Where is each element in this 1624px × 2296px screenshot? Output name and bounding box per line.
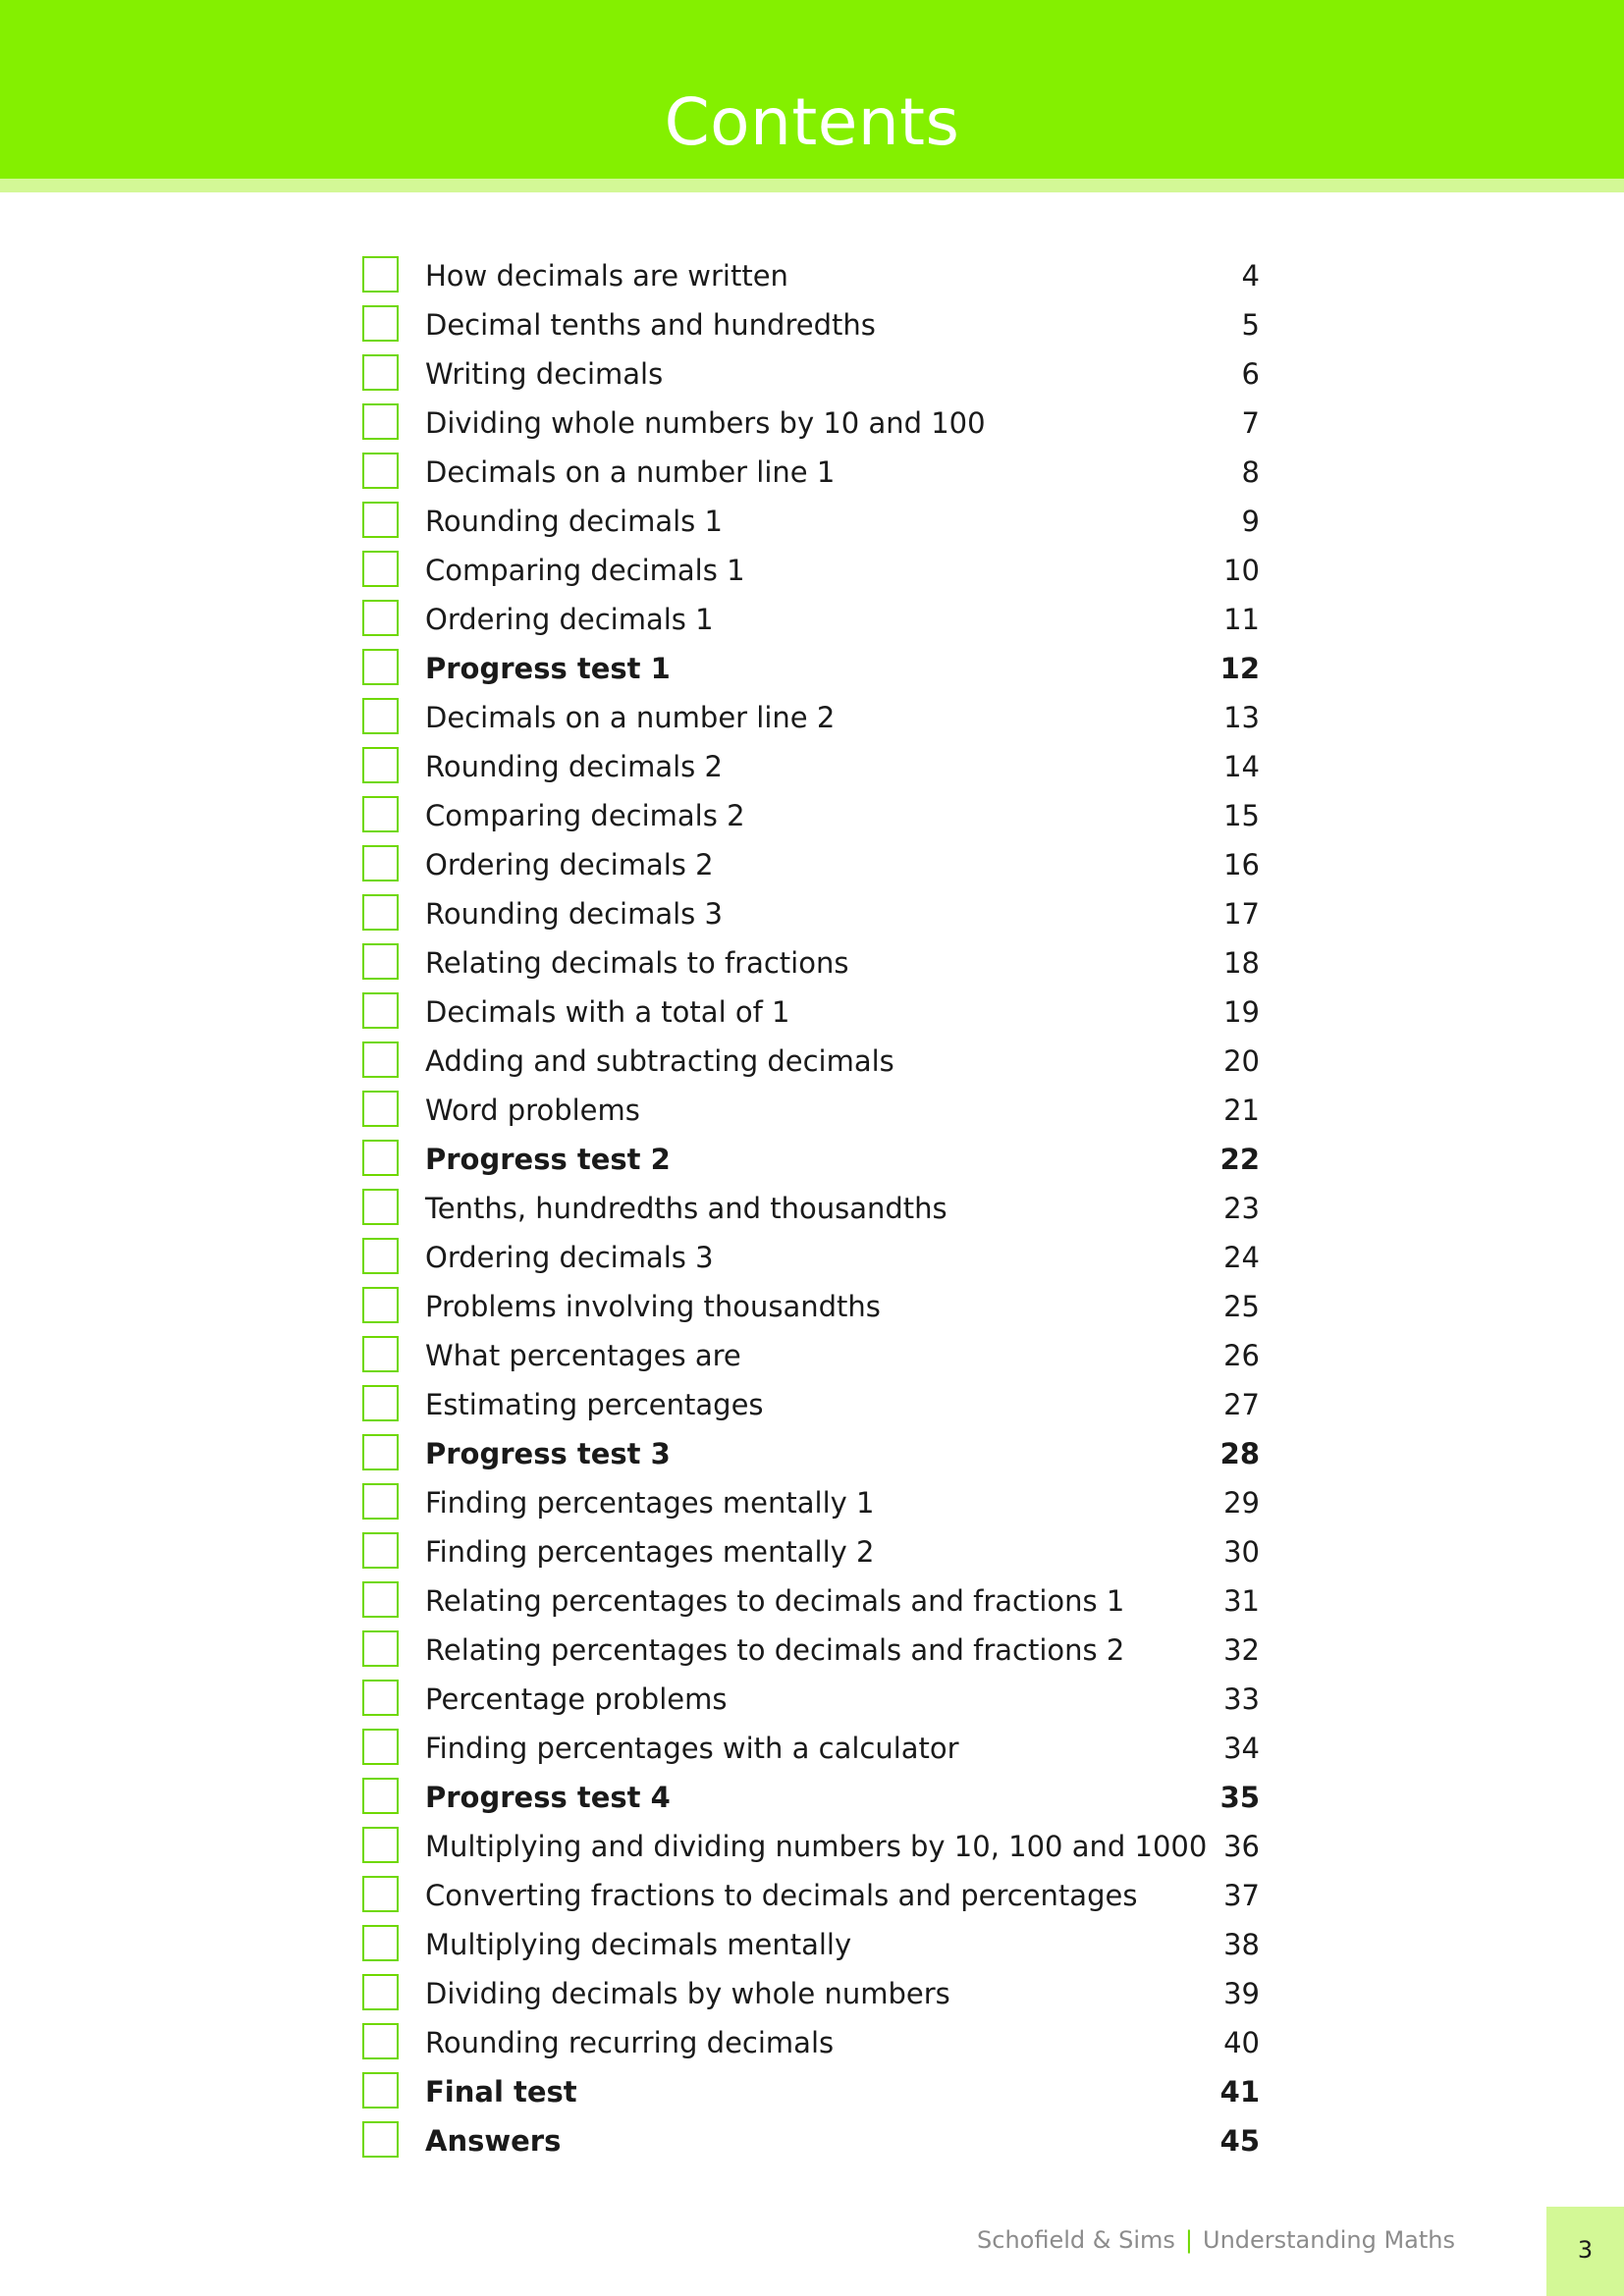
contents-entry-34 xyxy=(362,1871,1260,1920)
entry-title: Relating percentages to decimals and fractions 2 xyxy=(425,1633,1125,1667)
entry-title: Rounding decimals 3 xyxy=(425,897,723,931)
contents-entry-13 xyxy=(362,840,1260,889)
progress-checkbox[interactable] xyxy=(362,1336,399,1372)
contents-entry-9 xyxy=(362,644,1260,693)
entry-page-number: 40 xyxy=(1223,2026,1260,2059)
contents-entry-32 xyxy=(362,1773,1260,1822)
contents-entry-12 xyxy=(362,791,1260,840)
entry-page-number: 36 xyxy=(1223,1830,1260,1863)
entry-page-number: 21 xyxy=(1223,1094,1260,1127)
entry-title: Dividing decimals by whole numbers xyxy=(425,1977,950,2010)
progress-checkbox[interactable] xyxy=(362,943,399,980)
entry-title: Progress test 2 xyxy=(425,1143,671,1176)
entry-page-number: 37 xyxy=(1223,1879,1260,1912)
contents-entry-20 xyxy=(362,1184,1260,1233)
progress-checkbox[interactable] xyxy=(362,1483,399,1520)
entry-title: Answers xyxy=(425,2124,562,2158)
entry-title: Decimals with a total of 1 xyxy=(425,995,790,1029)
entry-page-number: 41 xyxy=(1219,2075,1260,2109)
entry-title: What percentages are xyxy=(425,1339,741,1372)
contents-entry-5 xyxy=(362,448,1260,497)
entry-page-number: 25 xyxy=(1223,1290,1260,1323)
contents-entry-8 xyxy=(362,595,1260,644)
entry-page-number: 28 xyxy=(1219,1437,1260,1470)
entry-page-number: 39 xyxy=(1223,1977,1260,2010)
entry-title: Progress test 1 xyxy=(425,652,671,685)
entry-page-number: 27 xyxy=(1223,1388,1260,1421)
page-number-tab xyxy=(1546,2207,1624,2296)
contents-entry-4 xyxy=(362,399,1260,448)
entry-title: Tenths, hundredths and thousandths xyxy=(425,1192,947,1225)
progress-checkbox[interactable] xyxy=(362,1238,399,1274)
entry-page-number: 16 xyxy=(1223,848,1260,881)
contents-entry-28 xyxy=(362,1576,1260,1626)
progress-checkbox[interactable] xyxy=(362,1581,399,1618)
contents-entry-26 xyxy=(362,1478,1260,1527)
entry-page-number: 32 xyxy=(1223,1633,1260,1667)
contents-entry-36 xyxy=(362,1969,1260,2018)
entry-page-number: 18 xyxy=(1223,946,1260,980)
progress-checkbox[interactable] xyxy=(362,1287,399,1323)
entry-title: Problems involving thousandths xyxy=(425,1290,881,1323)
progress-checkbox[interactable] xyxy=(362,305,399,342)
contents-entry-38 xyxy=(362,2067,1260,2116)
entry-title: Finding percentages mentally 2 xyxy=(425,1535,875,1569)
progress-checkbox[interactable] xyxy=(362,453,399,489)
contents-entry-7 xyxy=(362,546,1260,595)
progress-checkbox[interactable] xyxy=(362,1778,399,1814)
entry-page-number: 20 xyxy=(1223,1044,1260,1078)
entry-page-number: 29 xyxy=(1223,1486,1260,1520)
contents-list xyxy=(362,251,1260,2165)
progress-checkbox[interactable] xyxy=(362,600,399,636)
contents-entry-24 xyxy=(362,1380,1260,1429)
entry-title: Decimal tenths and hundredths xyxy=(425,308,876,342)
progress-checkbox[interactable] xyxy=(362,256,399,293)
progress-checkbox[interactable] xyxy=(362,1876,399,1912)
contents-entry-18 xyxy=(362,1086,1260,1135)
contents-entry-37 xyxy=(362,2018,1260,2067)
entry-title: Progress test 4 xyxy=(425,1781,671,1814)
progress-checkbox[interactable] xyxy=(362,354,399,391)
progress-checkbox[interactable] xyxy=(362,1680,399,1716)
progress-checkbox[interactable] xyxy=(362,649,399,685)
contents-entry-19 xyxy=(362,1135,1260,1184)
progress-checkbox[interactable] xyxy=(362,1729,399,1765)
progress-checkbox[interactable] xyxy=(362,1041,399,1078)
contents-entry-23 xyxy=(362,1331,1260,1380)
contents-entry-16 xyxy=(362,988,1260,1037)
progress-checkbox[interactable] xyxy=(362,894,399,931)
entry-title: How decimals are written xyxy=(425,259,788,293)
progress-checkbox[interactable] xyxy=(362,1630,399,1667)
progress-checkbox[interactable] xyxy=(362,1091,399,1127)
entry-title: Ordering decimals 3 xyxy=(425,1241,714,1274)
entry-page-number: 5 xyxy=(1241,308,1260,342)
footer-credit xyxy=(977,2226,1455,2254)
contents-entry-2 xyxy=(362,300,1260,349)
entry-title: Rounding decimals 1 xyxy=(425,505,723,538)
entry-page-number: 15 xyxy=(1223,799,1260,832)
contents-entry-3 xyxy=(362,349,1260,399)
footer-publisher: Schofield & Sims xyxy=(977,2226,1175,2254)
entry-page-number: 19 xyxy=(1223,995,1260,1029)
entry-title: Adding and subtracting decimals xyxy=(425,1044,894,1078)
progress-checkbox[interactable] xyxy=(362,502,399,538)
contents-entry-31 xyxy=(362,1724,1260,1773)
contents-entry-1 xyxy=(362,251,1260,300)
entry-page-number: 13 xyxy=(1223,701,1260,734)
contents-entry-21 xyxy=(362,1233,1260,1282)
entry-page-number: 24 xyxy=(1223,1241,1260,1274)
entry-page-number: 4 xyxy=(1241,259,1260,293)
entry-title: Comparing decimals 1 xyxy=(425,554,745,587)
entry-title: Decimals on a number line 1 xyxy=(425,455,836,489)
entry-title: Relating percentages to decimals and fractions 1 xyxy=(425,1584,1125,1618)
contents-entry-27 xyxy=(362,1527,1260,1576)
entry-page-number: 8 xyxy=(1241,455,1260,489)
entry-title: Comparing decimals 2 xyxy=(425,799,745,832)
entry-title: Dividing whole numbers by 10 and 100 xyxy=(425,406,986,440)
contents-entry-30 xyxy=(362,1675,1260,1724)
contents-entry-15 xyxy=(362,938,1260,988)
contents-entry-25 xyxy=(362,1429,1260,1478)
entry-page-number: 7 xyxy=(1241,406,1260,440)
contents-entry-6 xyxy=(362,497,1260,546)
contents-entry-35 xyxy=(362,1920,1260,1969)
progress-checkbox[interactable] xyxy=(362,1385,399,1421)
entry-title: Decimals on a number line 2 xyxy=(425,701,836,734)
progress-checkbox[interactable] xyxy=(362,1189,399,1225)
progress-checkbox[interactable] xyxy=(362,551,399,587)
entry-page-number: 34 xyxy=(1223,1732,1260,1765)
entry-page-number: 17 xyxy=(1223,897,1260,931)
entry-title: Ordering decimals 2 xyxy=(425,848,714,881)
entry-page-number: 14 xyxy=(1223,750,1260,783)
progress-checkbox[interactable] xyxy=(362,2023,399,2059)
progress-checkbox[interactable] xyxy=(362,2121,399,2158)
entry-page-number: 9 xyxy=(1241,505,1260,538)
progress-checkbox[interactable] xyxy=(362,747,399,783)
entry-title: Writing decimals xyxy=(425,357,664,391)
entry-title: Estimating percentages xyxy=(425,1388,764,1421)
entry-page-number: 38 xyxy=(1223,1928,1260,1961)
progress-checkbox[interactable] xyxy=(362,1140,399,1176)
progress-checkbox[interactable] xyxy=(362,796,399,832)
contents-entry-11 xyxy=(362,742,1260,791)
footer-series: Understanding Maths xyxy=(1203,2226,1455,2254)
entry-title: Percentage problems xyxy=(425,1682,728,1716)
contents-entry-33 xyxy=(362,1822,1260,1871)
entry-page-number: 23 xyxy=(1223,1192,1260,1225)
entry-title: Relating decimals to fractions xyxy=(425,946,849,980)
progress-checkbox[interactable] xyxy=(362,1925,399,1961)
entry-title: Word problems xyxy=(425,1094,640,1127)
progress-checkbox[interactable] xyxy=(362,2072,399,2109)
progress-checkbox[interactable] xyxy=(362,1827,399,1863)
header-stripe xyxy=(0,179,1624,192)
entry-title: Progress test 3 xyxy=(425,1437,671,1470)
contents-entry-22 xyxy=(362,1282,1260,1331)
entry-page-number: 35 xyxy=(1219,1781,1260,1814)
contents-entry-17 xyxy=(362,1037,1260,1086)
progress-checkbox[interactable] xyxy=(362,1434,399,1470)
entry-page-number: 12 xyxy=(1219,652,1260,685)
entry-page-number: 22 xyxy=(1219,1143,1260,1176)
page-title: Contents xyxy=(664,84,960,161)
entry-title: Multiplying and dividing numbers by 10, 100 and 1000 xyxy=(425,1830,1208,1863)
entry-title: Rounding decimals 2 xyxy=(425,750,723,783)
contents-entry-39 xyxy=(362,2116,1260,2165)
entry-page-number: 6 xyxy=(1241,357,1260,391)
progress-checkbox[interactable] xyxy=(362,403,399,440)
entry-page-number: 33 xyxy=(1223,1682,1260,1716)
entry-page-number: 30 xyxy=(1223,1535,1260,1569)
entry-page-number: 45 xyxy=(1219,2124,1260,2158)
contents-entry-10 xyxy=(362,693,1260,742)
progress-checkbox[interactable] xyxy=(362,845,399,881)
entry-page-number: 10 xyxy=(1223,554,1260,587)
entry-title: Ordering decimals 1 xyxy=(425,603,714,636)
entry-title: Final test xyxy=(425,2075,577,2109)
contents-entry-29 xyxy=(362,1626,1260,1675)
entry-title: Finding percentages mentally 1 xyxy=(425,1486,875,1520)
page-number: 3 xyxy=(1577,2236,1594,2264)
progress-checkbox[interactable] xyxy=(362,1974,399,2010)
progress-checkbox[interactable] xyxy=(362,992,399,1029)
entry-title: Multiplying decimals mentally xyxy=(425,1928,852,1961)
entry-page-number: 31 xyxy=(1223,1584,1260,1618)
contents-entry-14 xyxy=(362,889,1260,938)
progress-checkbox[interactable] xyxy=(362,1532,399,1569)
entry-title: Rounding recurring decimals xyxy=(425,2026,835,2059)
progress-checkbox[interactable] xyxy=(362,698,399,734)
entry-page-number: 26 xyxy=(1223,1339,1260,1372)
entry-title: Converting fractions to decimals and percentages xyxy=(425,1879,1138,1912)
entry-title: Finding percentages with a calculator xyxy=(425,1732,959,1765)
footer-separator: | xyxy=(1184,2226,1193,2254)
entry-page-number: 11 xyxy=(1223,603,1260,636)
